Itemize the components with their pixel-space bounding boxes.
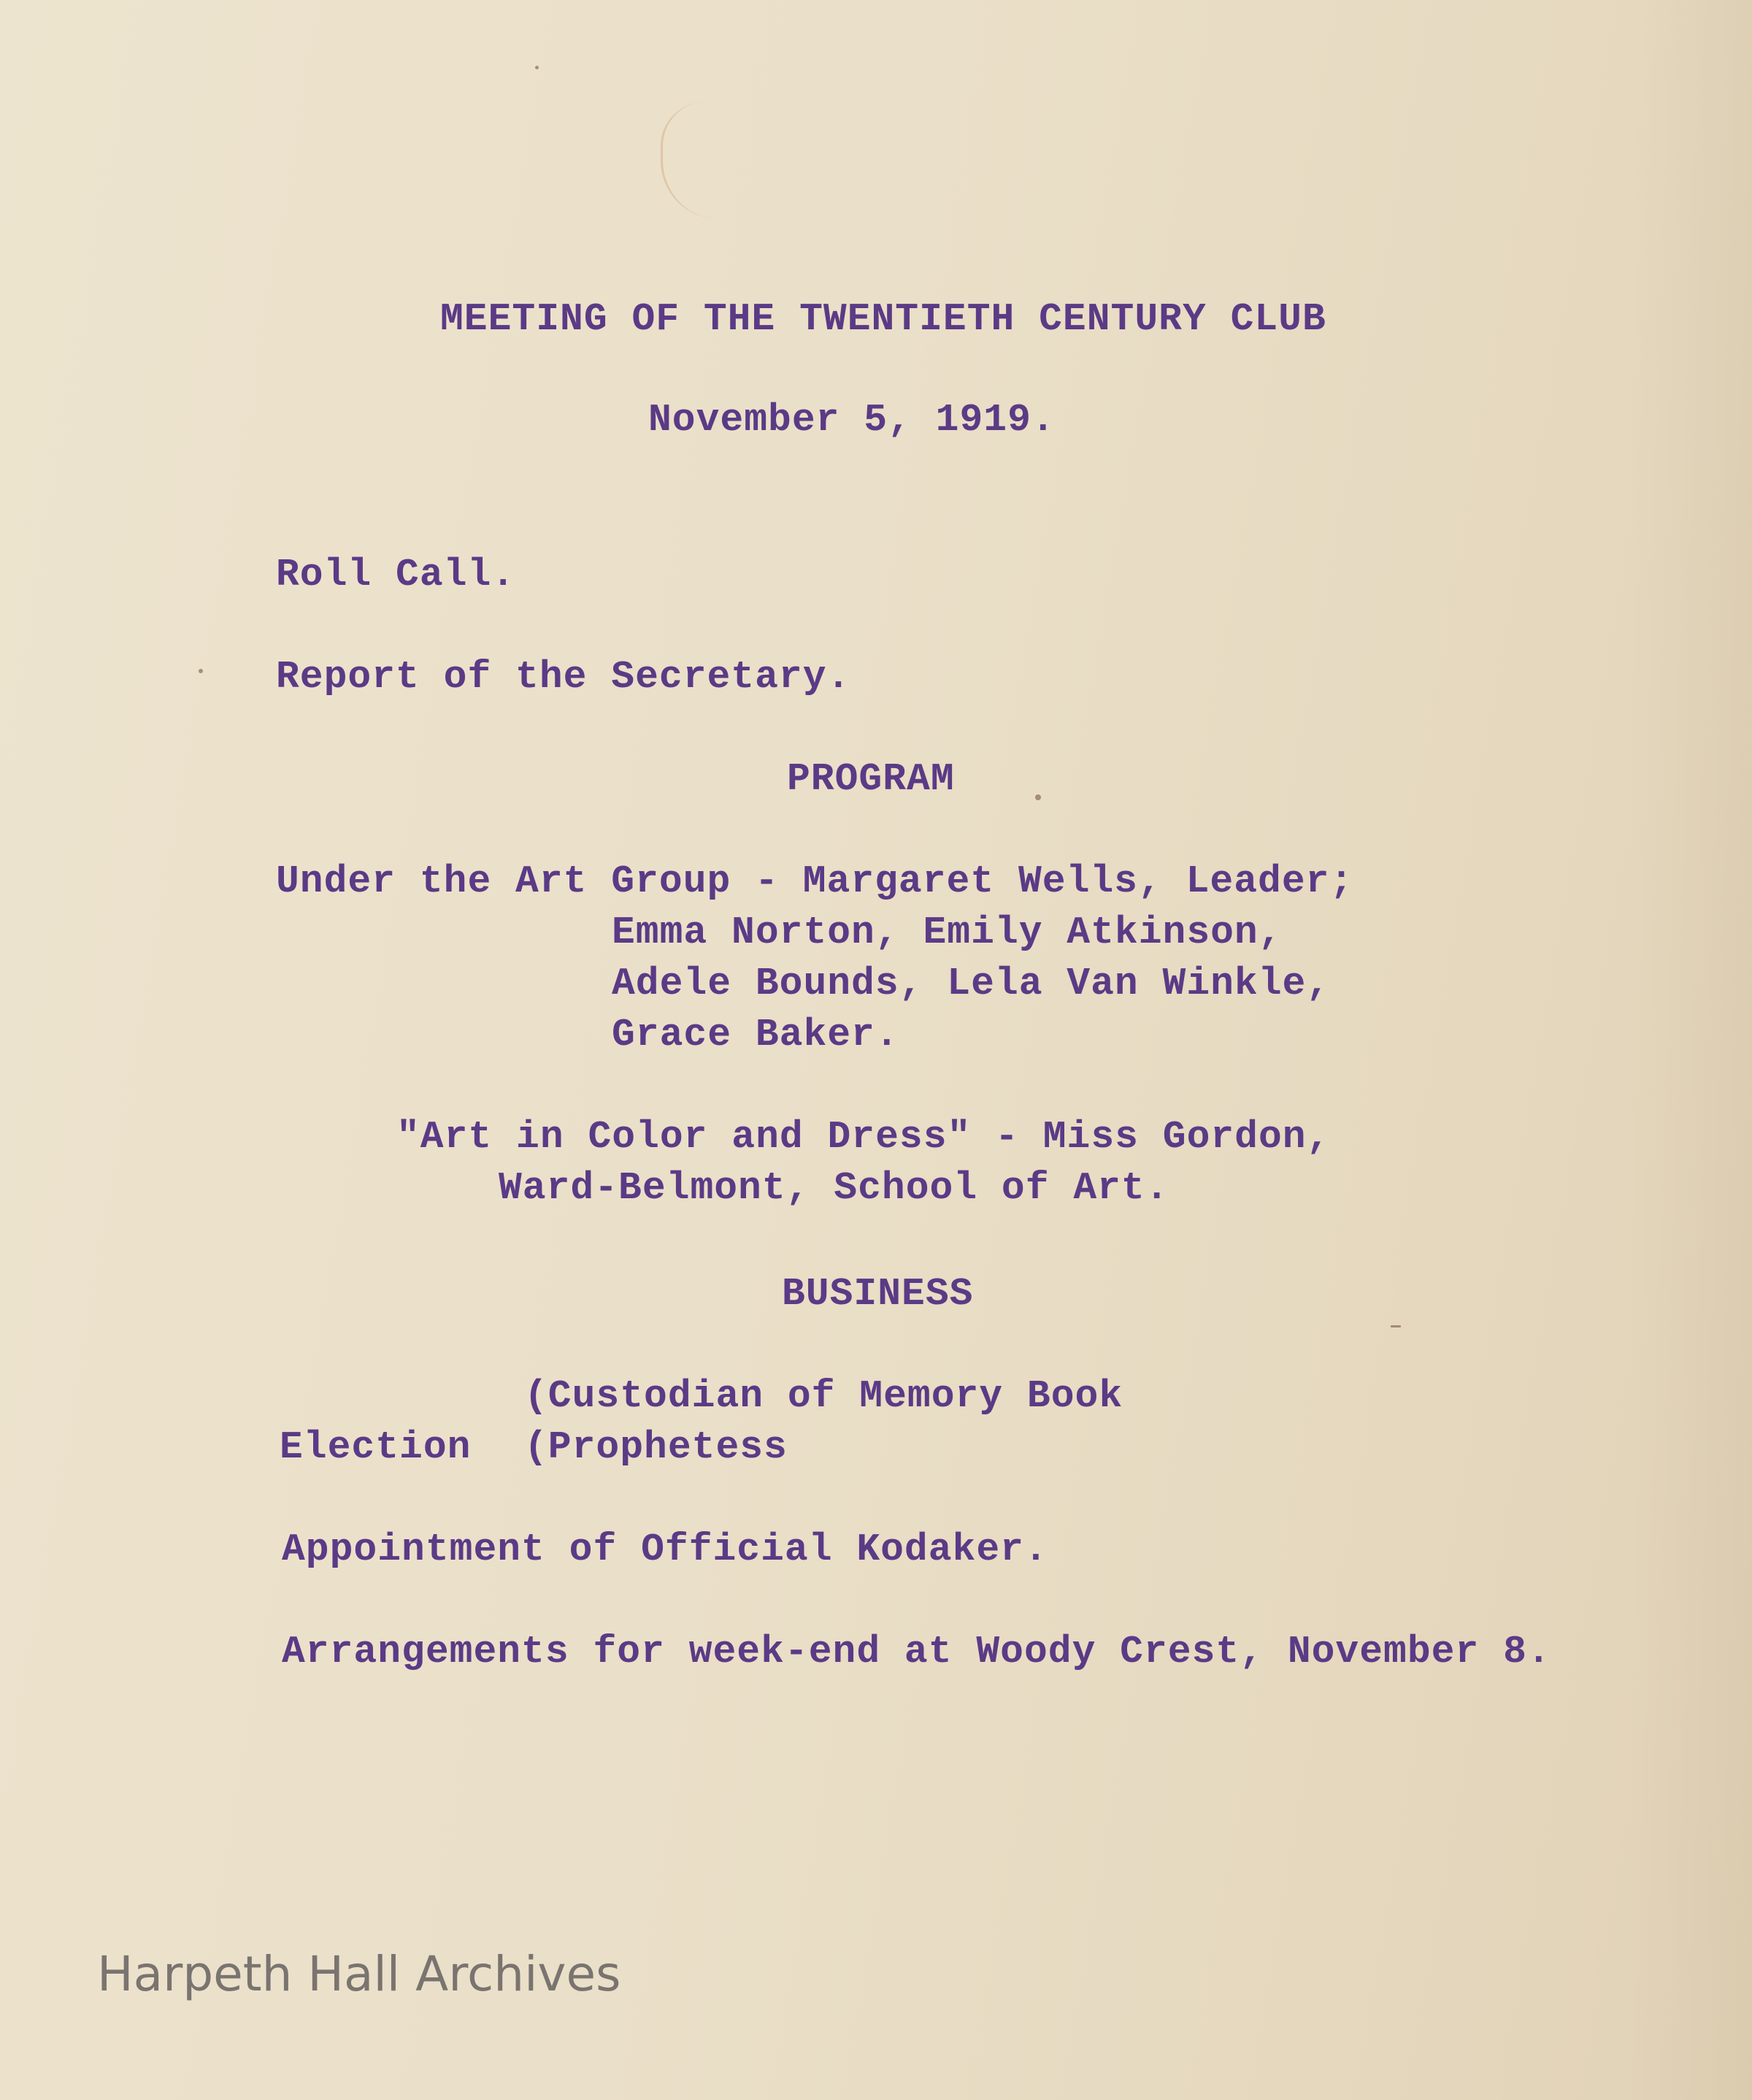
election-office-2: (Prophetess xyxy=(524,1425,788,1469)
archive-watermark: Harpeth Hall Archives xyxy=(97,1946,621,2002)
roll-call: Roll Call. xyxy=(276,553,516,597)
paper-speck xyxy=(1391,1325,1401,1327)
election-label: Election xyxy=(280,1425,472,1469)
document-title: MEETING OF THE TWENTIETH CENTURY CLUB xyxy=(440,297,1326,341)
art-group-line-3: Adele Bounds, Lela Van Winkle, xyxy=(612,962,1331,1005)
secretary-report: Report of the Secretary. xyxy=(276,655,851,699)
art-group-line-1: Under the Art Group - Margaret Wells, Leader; xyxy=(276,859,1354,903)
lecture-speaker-line: Ward-Belmont, School of Art. xyxy=(499,1166,1169,1210)
program-heading: PROGRAM xyxy=(787,757,955,801)
art-group-line-2: Emma Norton, Emily Atkinson, xyxy=(612,911,1283,954)
paper-speck xyxy=(199,669,203,673)
business-heading: BUSINESS xyxy=(782,1272,974,1316)
meeting-date: November 5, 1919. xyxy=(648,398,1056,442)
weekend-arrangements: Arrangements for week-end at Woody Crest, November 8. xyxy=(282,1630,1551,1674)
paper-stain xyxy=(661,102,750,219)
art-group-line-4: Grace Baker. xyxy=(612,1013,899,1057)
lecture-title-line: "Art in Color and Dress" - Miss Gordon, xyxy=(396,1115,1331,1159)
paper-shadow xyxy=(1628,0,1752,2100)
paper-speck xyxy=(1035,794,1041,800)
election-office-1: (Custodian of Memory Book xyxy=(524,1374,1123,1418)
kodaker-appointment: Appointment of Official Kodaker. xyxy=(282,1528,1048,1571)
paper-speck xyxy=(535,66,539,69)
